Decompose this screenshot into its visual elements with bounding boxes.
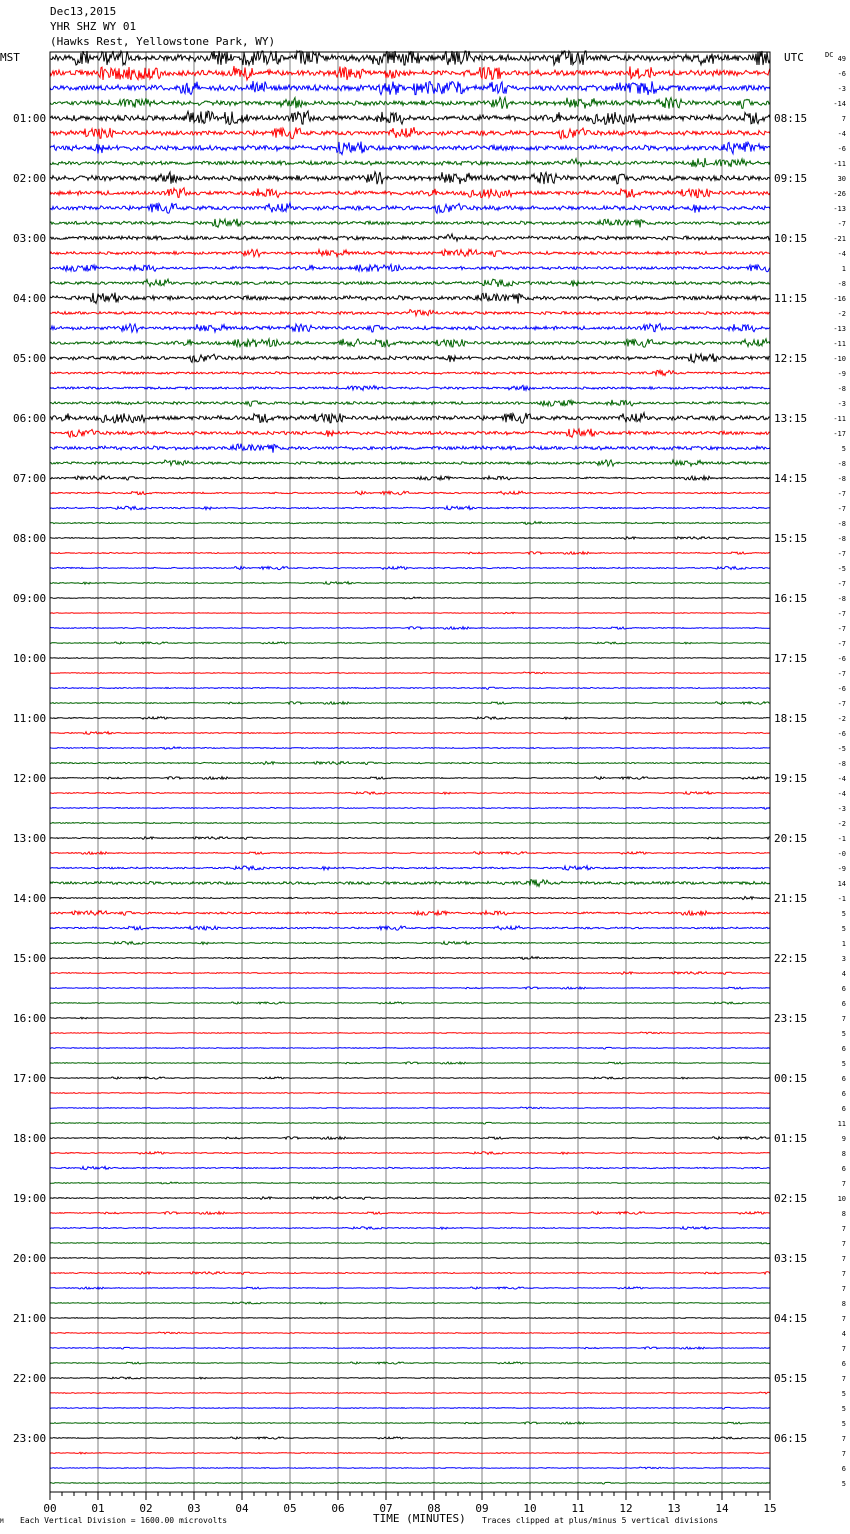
dc-offset-label: 6 [841, 1465, 846, 1473]
trace-line [50, 413, 770, 424]
trace-line [50, 324, 770, 333]
mst-hour-label: 14:00 [13, 892, 47, 905]
dc-offset-label: 8 [841, 1210, 846, 1218]
trace-line [50, 987, 770, 989]
x-tick-label: 03 [187, 1502, 201, 1515]
trace-line [50, 66, 770, 80]
utc-hour-label: 06:15 [774, 1432, 808, 1445]
trace-line [50, 627, 770, 630]
trace-line [50, 1002, 770, 1004]
mst-hour-label: 20:00 [13, 1252, 47, 1265]
dc-offset-label: 8 [841, 1150, 846, 1158]
utc-hour-label: 12:15 [774, 352, 808, 365]
utc-hour-label: 04:15 [774, 1312, 808, 1325]
trace-line [50, 566, 770, 569]
mst-hour-label: 09:00 [13, 592, 47, 605]
mst-hour-label: 12:00 [13, 772, 47, 785]
trace-line [50, 264, 770, 271]
mst-hour-label: 16:00 [13, 1012, 47, 1025]
dc-offset-label: -8 [837, 595, 846, 603]
trace-line [50, 957, 770, 960]
dc-offset-label: 5 [841, 445, 846, 453]
dc-offset-label: -8 [837, 280, 846, 288]
trace-line [50, 642, 770, 644]
mst-hour-label: 08:00 [13, 532, 47, 545]
dc-offset-label: -3 [837, 400, 846, 408]
dc-offset-label: -2 [837, 715, 846, 723]
dc-offset-label: -7 [837, 505, 846, 513]
trace-line [50, 1467, 770, 1469]
x-tick-label: 13 [667, 1502, 681, 1515]
dc-offset-label: 6 [841, 1360, 846, 1368]
mst-hour-label: 05:00 [13, 352, 47, 365]
mst-hour-label: 18:00 [13, 1132, 47, 1145]
dc-offset-label: 7 [841, 1345, 846, 1353]
trace-line [50, 51, 770, 65]
trace-line [50, 97, 770, 108]
trace-line [50, 537, 770, 540]
dc-offset-label: 6 [841, 1165, 846, 1173]
scale-note: Each Vertical Division = 1600.00 microvolts [20, 1516, 228, 1525]
mst-label: MST [0, 51, 20, 64]
dc-offset-label: -1 [837, 835, 846, 843]
trace-line [50, 370, 770, 375]
trace-line [50, 1152, 770, 1155]
dc-offset-label: -9 [837, 865, 846, 873]
dc-offset-label: -11 [833, 340, 846, 348]
utc-hour-label: 09:15 [774, 172, 808, 185]
x-tick-label: 06 [331, 1502, 345, 1515]
utc-hour-label: 13:15 [774, 412, 808, 425]
trace-line [50, 1227, 770, 1230]
mst-hour-label: 19:00 [13, 1192, 47, 1205]
trace-line [50, 911, 770, 916]
trace-line [50, 1302, 770, 1304]
mst-hour-label: 03:00 [13, 232, 47, 245]
dc-offset-label: -8 [837, 535, 846, 543]
dc-offset-label: 7 [841, 1375, 846, 1383]
dc-offset-label: -1 [837, 895, 846, 903]
trace-line [50, 172, 770, 184]
trace-line [50, 612, 770, 614]
dc-offset-label: -0 [837, 850, 846, 858]
mst-hour-labels [13, 112, 46, 1445]
trace-line [50, 1212, 770, 1215]
x-tick-label: 07 [379, 1502, 393, 1515]
dc-offset-label: -4 [837, 775, 846, 783]
dc-offset-label: -7 [837, 550, 846, 558]
trace-line [50, 353, 770, 362]
dc-offset-label: 6 [841, 1075, 846, 1083]
dc-offset-label: -14 [833, 100, 846, 108]
x-tick-label: 12 [619, 1502, 633, 1515]
dc-offset-label: 7 [841, 1450, 846, 1458]
mst-hour-label: 17:00 [13, 1072, 47, 1085]
trace-line [50, 1017, 770, 1019]
trace-line [50, 127, 770, 139]
trace-line [50, 1093, 770, 1094]
dc-offset-label: 7 [841, 1435, 846, 1443]
dc-offset-label: -17 [833, 430, 846, 438]
trace-line [50, 597, 770, 599]
trace-line [50, 506, 770, 510]
dc-offset-label: -8 [837, 460, 846, 468]
trace-line [50, 158, 770, 167]
trace-line [50, 880, 770, 887]
dc-offset-label: -11 [833, 415, 846, 423]
trace-line [50, 142, 770, 155]
trace-line [50, 1318, 770, 1319]
dc-offset-label: -7 [837, 625, 846, 633]
dc-offset-label: -6 [837, 685, 846, 693]
utc-hour-label: 14:15 [774, 472, 808, 485]
dc-offset-label: 7 [841, 1015, 846, 1023]
dc-offset-label: -4 [837, 790, 846, 798]
mst-hour-label: 23:00 [13, 1432, 47, 1445]
trace-line [50, 219, 770, 228]
trace-line [50, 732, 770, 735]
dc-offset-label: -3 [837, 85, 846, 93]
trace-line [50, 807, 770, 809]
dc-offset-label: -7 [837, 220, 846, 228]
utc-hour-label: 11:15 [774, 292, 808, 305]
trace-line [50, 837, 770, 840]
trace-line [50, 717, 770, 720]
dc-offset-label: 7 [841, 1270, 846, 1278]
trace-line [50, 522, 770, 525]
x-tick-label: 00 [43, 1502, 57, 1515]
trace-line [50, 866, 770, 870]
dc-offset-label: -8 [837, 520, 846, 528]
trace-line [50, 310, 770, 316]
trace-line [50, 1482, 770, 1484]
trace-line [50, 293, 770, 304]
trace-line [50, 1062, 770, 1064]
dc-offset-label: 30 [837, 175, 846, 183]
dc-offset-label: 5 [841, 1060, 846, 1068]
trace-line [50, 1182, 770, 1184]
utc-hour-label: 16:15 [774, 592, 808, 605]
utc-hour-label: 01:15 [774, 1132, 808, 1145]
dc-offset-label: -10 [833, 355, 846, 363]
dc-offset-label: -2 [837, 310, 846, 318]
dc-offset-label: -4 [837, 130, 846, 138]
dc-offset-label: -6 [837, 145, 846, 153]
dc-offset-label: 8 [841, 1300, 846, 1308]
dc-offset-label: -8 [837, 760, 846, 768]
date-label: Dec13,2015 [50, 5, 117, 18]
mst-hour-label: 22:00 [13, 1372, 47, 1385]
trace-line [50, 852, 770, 855]
trace-line [50, 81, 770, 95]
trace-line [50, 1287, 770, 1289]
dc-offset-label: 7 [841, 1180, 846, 1188]
trace-line [50, 1362, 770, 1364]
utc-hour-label: 17:15 [774, 652, 808, 665]
trace-line [50, 1377, 770, 1379]
x-tick-label: 08 [427, 1502, 441, 1515]
utc-hour-label: 10:15 [774, 232, 808, 245]
trace-line [50, 429, 770, 438]
trace-line [50, 702, 770, 705]
dc-offset-label: 9 [841, 1135, 846, 1143]
mst-hour-label: 07:00 [13, 472, 47, 485]
clip-note: Traces clipped at plus/minus 5 vertical divisions [482, 1516, 719, 1525]
utc-hour-label: 05:15 [774, 1372, 808, 1385]
dc-offset-label: 6 [841, 1105, 846, 1113]
utc-hour-label: 19:15 [774, 772, 808, 785]
trace-line [50, 1166, 770, 1169]
trace-line [50, 658, 770, 659]
trace-line [50, 672, 770, 674]
mst-hour-label: 02:00 [13, 172, 47, 185]
dc-offset-label: 6 [841, 1090, 846, 1098]
trace-line [50, 1077, 770, 1079]
dc-offset-label: 7 [841, 115, 846, 123]
trace-line [50, 1107, 770, 1109]
mst-hour-label: 11:00 [13, 712, 47, 725]
trace-line [50, 1422, 770, 1424]
dc-offset-label: 6 [841, 1000, 846, 1008]
dc-offset-label: 5 [841, 1420, 846, 1428]
dc-label: DC [825, 51, 834, 59]
dc-offset-label: -7 [837, 670, 846, 678]
dc-offset-label: -4 [837, 250, 846, 258]
dc-offset-label: -8 [837, 475, 846, 483]
dc-offset-label: 4 [841, 970, 846, 978]
trace-line [50, 111, 770, 125]
dc-offset-label: 5 [841, 1390, 846, 1398]
utc-hour-label: 15:15 [774, 532, 808, 545]
dc-offset-label: 5 [841, 1480, 846, 1488]
trace-line [50, 385, 770, 390]
dc-offset-label: -7 [837, 610, 846, 618]
dc-offset-label: 7 [841, 1255, 846, 1263]
dc-offset-label: -7 [837, 700, 846, 708]
trace-line [50, 822, 770, 823]
trace-line [50, 203, 770, 214]
x-tick-label: 15 [763, 1502, 777, 1515]
dc-offset-label: -5 [837, 565, 846, 573]
mst-hour-label: 06:00 [13, 412, 47, 425]
trace-line [50, 897, 770, 900]
trace-line [50, 777, 770, 780]
utc-hour-label: 21:15 [774, 892, 808, 905]
trace-line [50, 188, 770, 198]
mst-hour-label: 13:00 [13, 832, 47, 845]
dc-offset-label: 7 [841, 1285, 846, 1293]
utc-label: UTC [784, 51, 804, 64]
trace-line [50, 1332, 770, 1334]
trace-line [50, 400, 770, 406]
dc-offset-label: -6 [837, 70, 846, 78]
trace-line [50, 941, 770, 944]
x-axis-title: TIME (MINUTES) [373, 1512, 466, 1525]
trace-line [50, 687, 770, 689]
dc-offset-label: 5 [841, 925, 846, 933]
utc-hour-label: 18:15 [774, 712, 808, 725]
dc-offset-label: 5 [841, 1030, 846, 1038]
dc-offset-label: 3 [841, 955, 846, 963]
utc-hour-label: 00:15 [774, 1072, 808, 1085]
dc-offset-label: 6 [841, 985, 846, 993]
trace-line [50, 1137, 770, 1140]
utc-hour-label: 03:15 [774, 1252, 808, 1265]
dc-offset-label: -13 [833, 325, 846, 333]
dc-offset-label: 49 [837, 55, 846, 63]
utc-hour-label: 08:15 [774, 112, 808, 125]
dc-offset-label: -13 [833, 205, 846, 213]
dc-offset-label: -16 [833, 295, 846, 303]
mst-hour-label: 04:00 [13, 292, 47, 305]
dc-offset-label: 4 [841, 1330, 846, 1338]
utc-hour-label: 22:15 [774, 952, 808, 965]
dc-offset-label: -7 [837, 490, 846, 498]
dc-offset-label: -5 [837, 745, 846, 753]
mst-hour-label: 10:00 [13, 652, 47, 665]
dc-offset-label: 14 [837, 880, 846, 888]
trace-line [50, 762, 770, 765]
location-label: (Hawks Rest, Yellowstone Park, WY) [50, 35, 276, 48]
dc-offset-label: -3 [837, 805, 846, 813]
utc-hour-label: 20:15 [774, 832, 808, 845]
dc-offset-label: -26 [833, 190, 846, 198]
x-tick-label: 01 [91, 1502, 105, 1515]
utc-hour-label: 02:15 [774, 1192, 808, 1205]
dc-offset-label: 1 [841, 940, 846, 948]
trace-line [50, 1032, 770, 1034]
corner-mark: M [0, 1518, 4, 1525]
trace-line [50, 926, 770, 930]
dc-offset-label: -7 [837, 580, 846, 588]
trace-line [50, 491, 770, 495]
trace-line [50, 279, 770, 287]
dc-offset-label: 6 [841, 1045, 846, 1053]
dc-offset-label: -21 [833, 235, 846, 243]
dc-offset-labels [833, 55, 846, 1488]
mst-hour-label: 01:00 [13, 112, 47, 125]
trace-line [50, 444, 770, 453]
x-tick-label: 05 [283, 1502, 297, 1515]
trace-line [50, 1347, 770, 1349]
dc-offset-label: 10 [837, 1195, 846, 1203]
trace-line [50, 234, 770, 241]
trace-line [50, 792, 770, 795]
trace-line [50, 582, 770, 585]
x-tick-label: 09 [475, 1502, 489, 1515]
utc-hour-labels [774, 112, 807, 1445]
station-label: YHR SHZ WY 01 [50, 20, 137, 33]
dc-offset-label: -8 [837, 385, 846, 393]
dc-offset-label: 5 [841, 1405, 846, 1413]
trace-line [50, 476, 770, 480]
x-tick-label: 10 [523, 1502, 537, 1515]
trace-line [50, 972, 770, 975]
trace-line [50, 1452, 770, 1454]
dc-offset-label: -9 [837, 370, 846, 378]
trace-line [50, 1047, 770, 1049]
x-tick-label: 11 [571, 1502, 585, 1515]
mst-hour-label: 21:00 [13, 1312, 47, 1325]
dc-offset-label: -2 [837, 820, 846, 828]
dc-offset-label: -7 [837, 640, 846, 648]
utc-hour-label: 23:15 [774, 1012, 808, 1025]
trace-line [50, 1437, 770, 1439]
trace-line [50, 552, 770, 555]
dc-offset-label: -11 [833, 160, 846, 168]
trace-line [50, 1122, 770, 1124]
dc-offset-label: 1 [841, 265, 846, 273]
x-tick-label: 04 [235, 1502, 249, 1515]
trace-line [50, 1272, 770, 1275]
trace-group [50, 51, 770, 1484]
dc-offset-label: 11 [837, 1120, 846, 1128]
x-tick-label: 02 [139, 1502, 153, 1515]
dc-offset-label: 7 [841, 1240, 846, 1248]
dc-offset-label: -6 [837, 655, 846, 663]
trace-line [50, 747, 770, 750]
trace-line [50, 1258, 770, 1259]
trace-line [50, 460, 770, 466]
dc-offset-label: -6 [837, 730, 846, 738]
trace-line [50, 1407, 770, 1409]
dc-offset-label: 7 [841, 1225, 846, 1233]
dc-offset-label: 7 [841, 1315, 846, 1323]
dc-offset-label: 5 [841, 910, 846, 918]
trace-line [50, 1243, 770, 1244]
trace-line [50, 339, 770, 347]
x-tick-label: 14 [715, 1502, 729, 1515]
trace-line [50, 1392, 770, 1394]
trace-line [50, 1197, 770, 1200]
trace-line [50, 249, 770, 256]
mst-hour-label: 15:00 [13, 952, 47, 965]
